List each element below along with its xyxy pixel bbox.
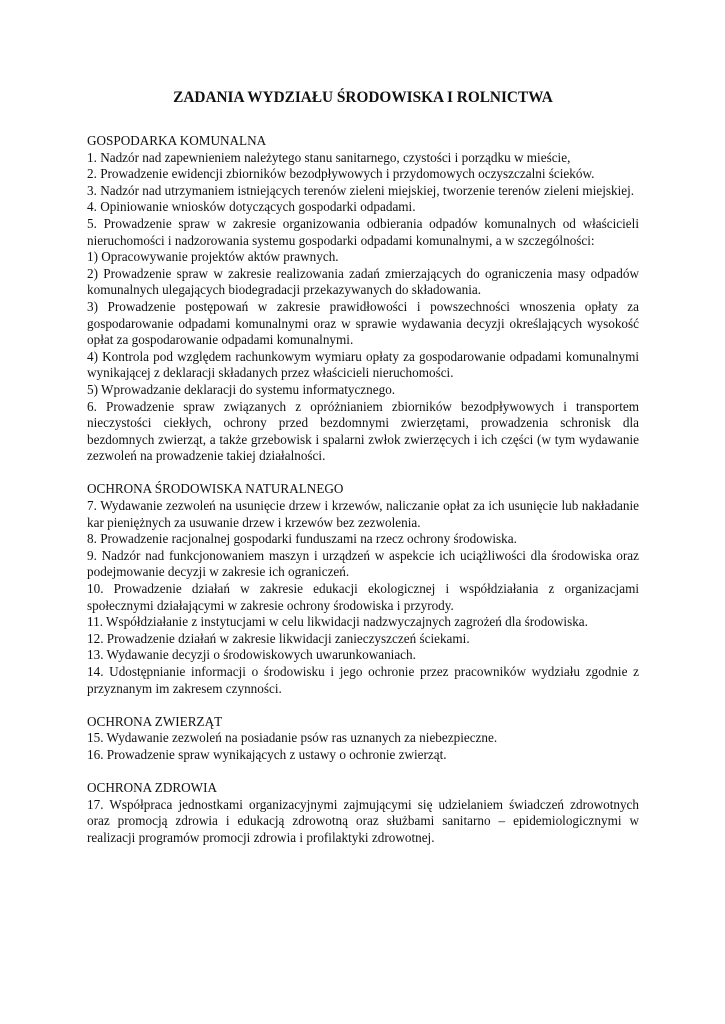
document-body [87, 133, 639, 863]
list-item: 12. Prowadzenie działań w zakresie likwidacji zanieczyszczeń ściekami. [87, 630, 470, 646]
list-item: 3. Nadzór nad utrzymaniem istniejących terenów zieleni miejskiej, tworzenie terenów zieleni miejskiej. [87, 182, 635, 198]
section-heading: OCHRONA ZWIERZĄT [87, 713, 223, 729]
list-item: 4) Kontrola pod względem rachunkowym wymiaru opłaty za gospodarowanie odpadami komunalnymi wynikającej z deklaracji składanych przez właścicieli nieruchomości. [87, 348, 639, 381]
section-ochrona-srodowiska [87, 481, 639, 697]
list-item: 1. Nadzór nad zapewnieniem należytego stanu sanitarnego, czystości i porządku w mieście, [87, 149, 571, 165]
list-item: 3) Prowadzenie postępowań w zakresie prawidłowości i powszechności wnoszenia opłaty za gospodarowanie odpadami komunalnymi oraz w sprawie wydawania decyzji określających wysokość opłat za gospodarowanie odpadami komunalnymi. [87, 298, 639, 348]
section-gospodarka-komunalna [87, 133, 639, 465]
section-heading: OCHRONA ŚRODOWISKA NATURALNEGO [87, 481, 344, 497]
list-item: 10. Prowadzenie działań w zakresie edukacji ekologicznej i współdziałania z organizacjami społecznymi działającymi w zakresie ochrony środowiska i przyrody. [87, 581, 639, 613]
list-item: 4. Opiniowanie wniosków dotyczących gospodarki odpadami. [87, 199, 416, 215]
section-heading: GOSPODARKA KOMUNALNA [87, 133, 267, 148]
document-title: ZADANIA WYDZIAŁU ŚRODOWISKA I ROLNICTWA [173, 89, 553, 106]
section-ochrona-zwierzat [87, 714, 639, 764]
list-item: 5. Prowadzenie spraw w zakresie organizowania odbierania odpadów komunalnych od właścicieli nieruchomości i nadzorowania systemu gospodarki odpadami komunalnymi, a w szczególności: [87, 215, 639, 248]
list-item: 15. Wydawanie zezwoleń na posiadanie psów ras uznanych za niebezpieczne. [87, 730, 498, 746]
list-item: 5) Wprowadzanie deklaracji do systemu informatycznego. [87, 381, 396, 397]
list-item: 16. Prowadzenie spraw wynikających z ustawy o ochronie zwierząt. [87, 746, 447, 762]
list-item: 6. Prowadzenie spraw związanych z opróżnianiem zbiorników bezodpływowych i transportem nieczystości ciekłych, ochrony przed bezdomnymi zwierzętami, prowadzenia schronisk dla bezdomnych zwierząt, a także grzebowisk i spalarni zwłok zwierzęcych i ich części (w tym wydawanie zezwoleń na prowadzenie takiej działalności. [87, 398, 639, 464]
section-ochrona-zdrowia [87, 780, 639, 846]
list-item: 2. Prowadzenie ewidencji zbiorników bezodpływowych i przydomowych oczyszczalni ścieków. [87, 166, 595, 182]
list-item: 14. Udostępnianie informacji o środowisku i jego ochronie przez pracowników wydziału zgodnie z przyznanym im zakresem czynności. [87, 664, 639, 696]
list-item: 2) Prowadzenie spraw w zakresie realizowania zadań zmierzających do ograniczenia masy odpadów komunalnych ulegających biodegradacji przekazywanych do składowania. [87, 265, 639, 298]
list-item: 13. Wydawanie decyzji o środowiskowych uwarunkowaniach. [87, 647, 416, 663]
list-item: 1) Opracowywanie projektów aktów prawnych. [87, 249, 339, 265]
list-item: 8. Prowadzenie racjonalnej gospodarki funduszami na rzecz ochrony środowiska. [87, 531, 517, 547]
list-item: 17. Współpraca jednostkami organizacyjnymi zajmującymi się udzielaniem świadczeń zdrowotnych oraz promocją zdrowia i edukacją zdrowotną oraz służbami sanitarno – epidemiologicznymi w realizacji programów promocji zdrowia i profilaktyki zdrowotnej. [87, 796, 639, 845]
list-item: 7. Wydawanie zezwoleń na usunięcie drzew i krzewów, naliczanie opłat za ich usunięcie lub nakładanie kar pieniężnych za usuwanie drzew i krzewów bez zezwolenia. [87, 498, 639, 530]
section-heading: OCHRONA ZDROWIA [87, 780, 218, 796]
list-item: 9. Nadzór nad funkcjonowaniem maszyn i urządzeń w aspekcie ich uciążliwości dla środowiska oraz podejmowanie decyzji w zakresie ich ograniczeń. [87, 547, 639, 580]
list-item: 11. Współdziałanie z instytucjami w celu likwidacji nadzwyczajnych zagrożeń dla środowiska. [87, 614, 588, 630]
